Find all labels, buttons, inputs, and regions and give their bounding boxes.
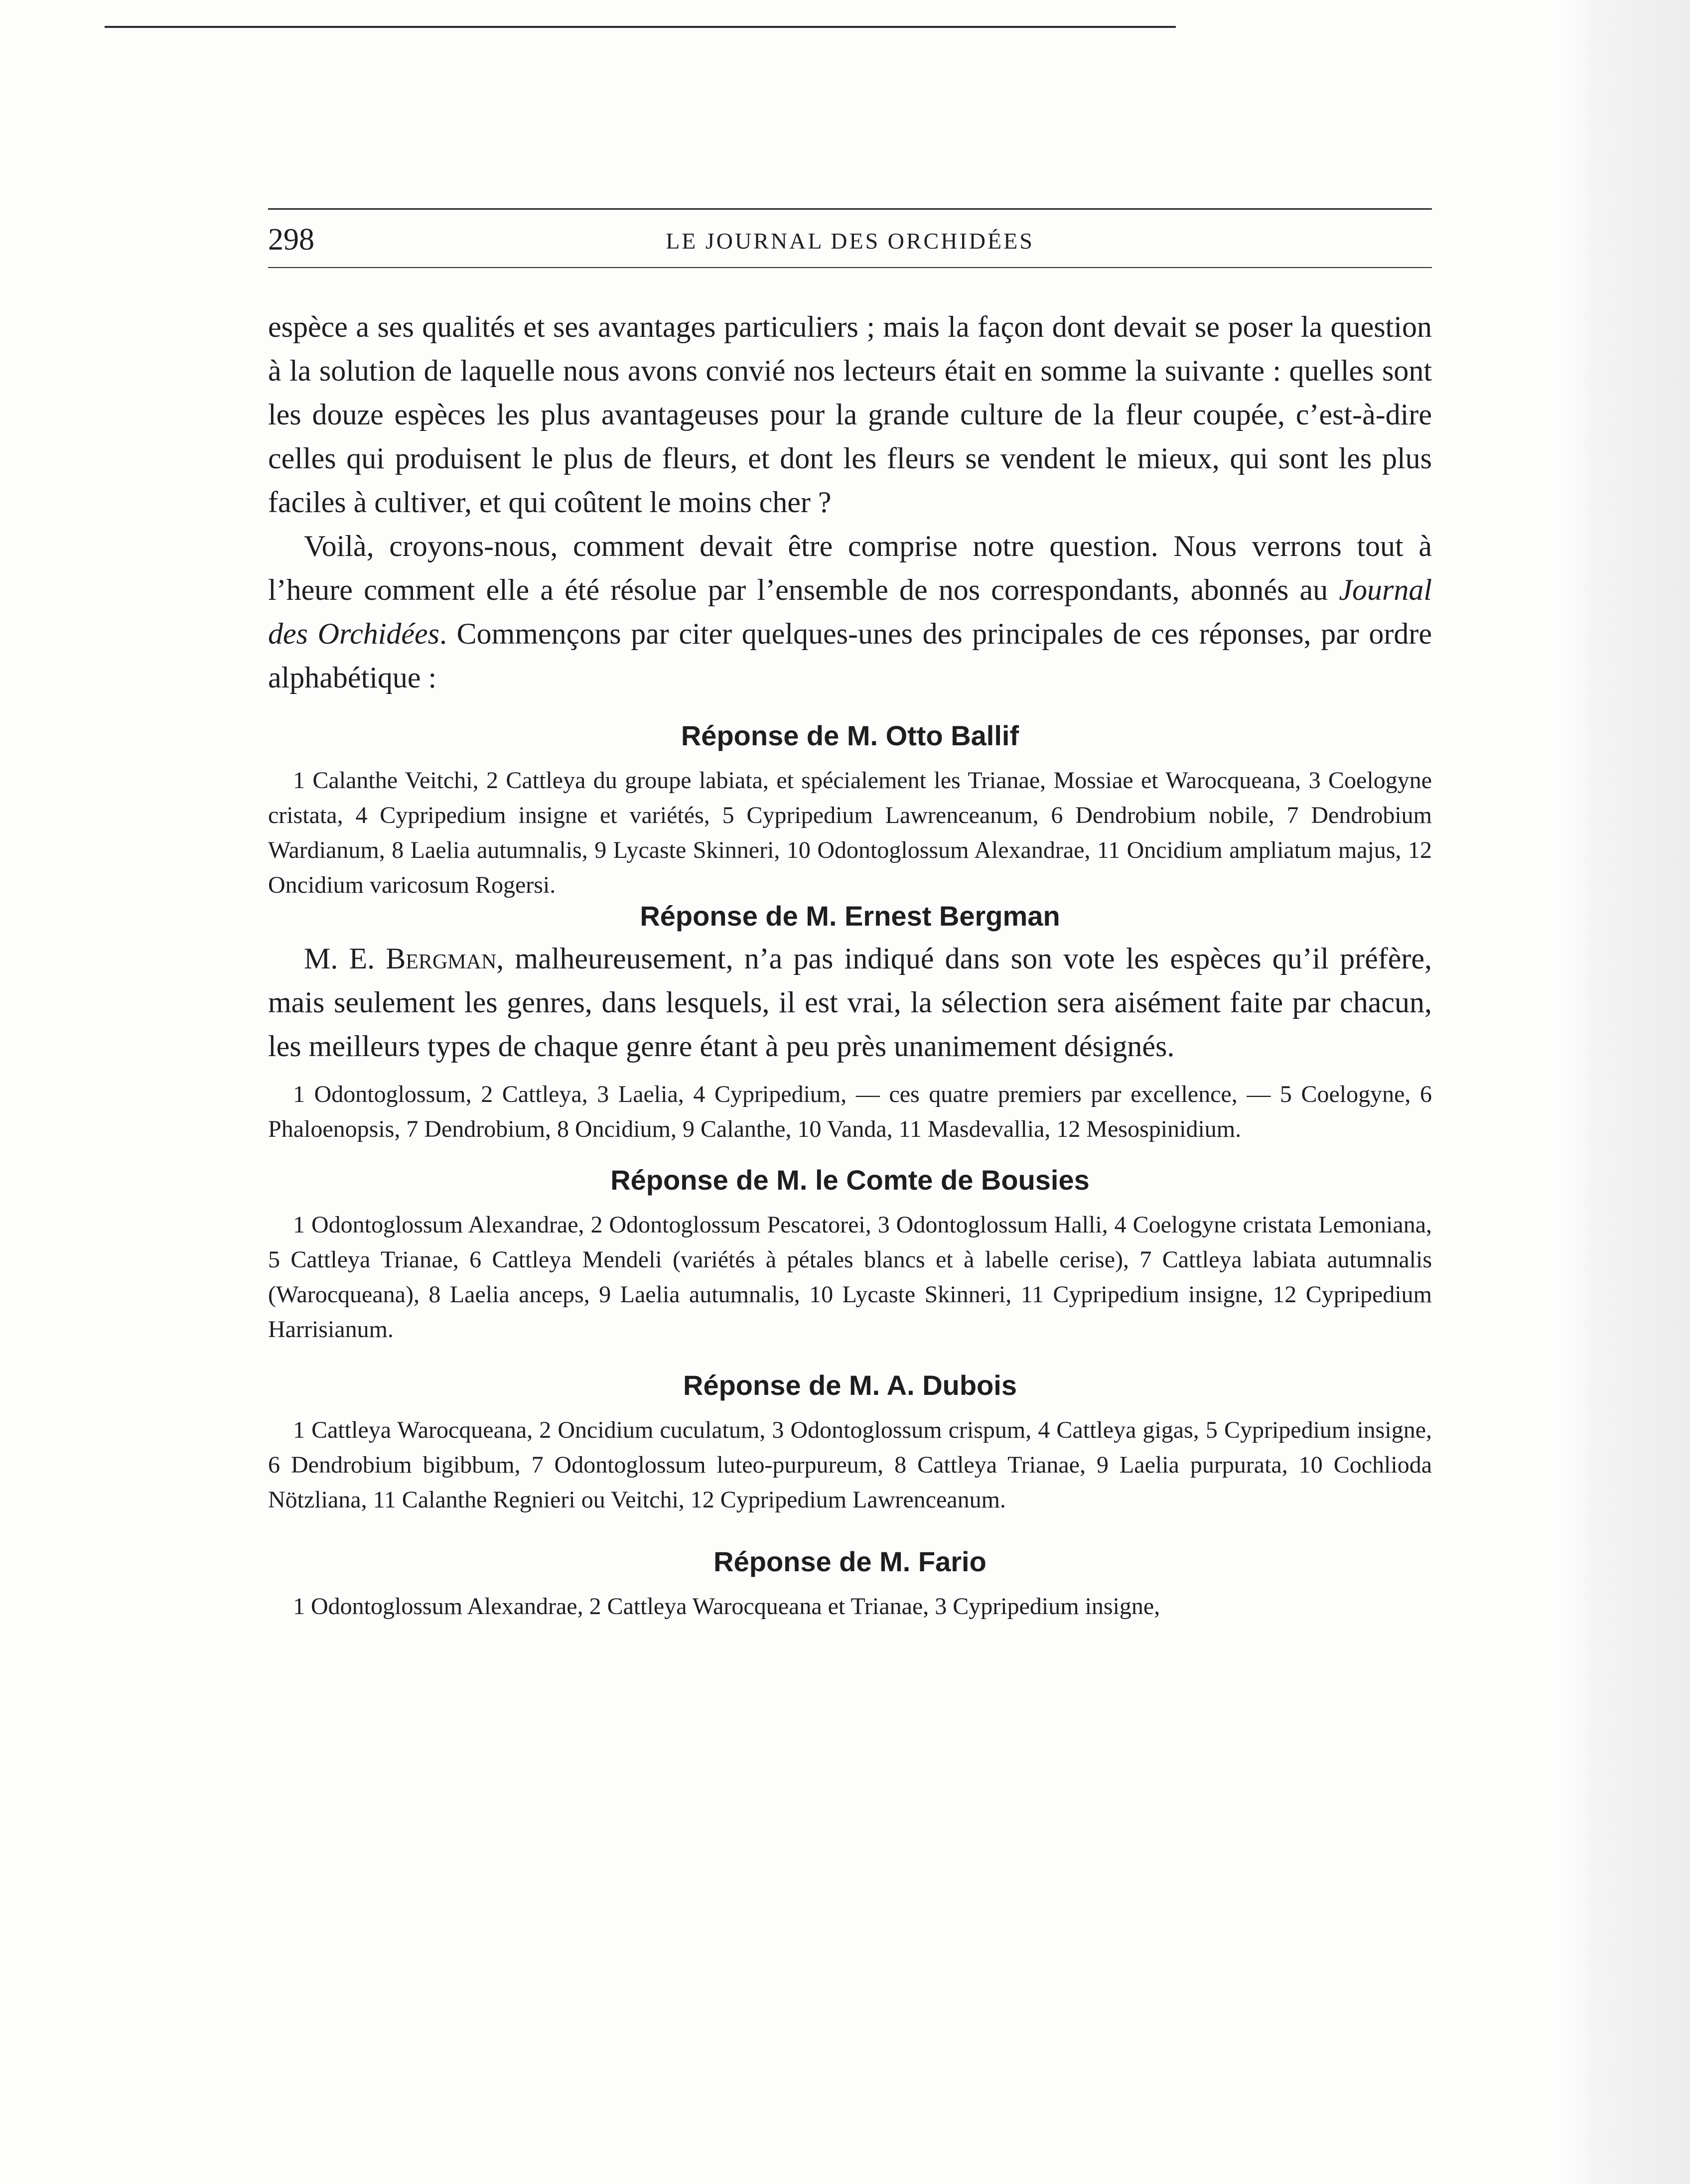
header-rule-top bbox=[268, 208, 1432, 210]
bergman-intro-paragraph bbox=[268, 937, 1432, 1068]
article-text bbox=[268, 305, 1432, 1624]
response-list-dubois: 1 Cattleya Warocqueana, 2 Oncidium cuculatum, 3 Odontoglossum crispum, 4 Cattleya gigas, 5 Cypripedium insigne, 6 Dendrobium bigibbum, 7 Odontoglossum luteo-purpureum, 8 Cattleya Trianae, 9 Laelia purpurata, 10 Cochlioda Nötzliana, 11 Calanthe Regnieri ou Veitchi, 12 Cypripedium Lawrenceanum. bbox=[268, 1417, 1432, 1513]
response-list-ballif: 1 Calanthe Veitchi, 2 Cattleya du groupe labiata, et spécialement les Trianae, Mossiae et Warocqueana, 3 Coelogyne cristata, 4 Cypripedium insigne et variétés, 5 Cypripedium Lawrenceanum, 6 Dendrobium nobile, 7 Dendrobium Wardianum, 8 Laelia autumnalis, 9 Lycaste Skinneri, 10 Odontoglossum Alexandrae, 11 Oncidium ampliatum majus, 12 Oncidium varicosum Rogersi. bbox=[268, 767, 1432, 898]
response-list-bousies: 1 Odontoglossum Alexandrae, 2 Odontoglossum Pescatorei, 3 Odontoglossum Halli, 4 Coelogyne cristata Lemoniana, 5 Cattleya Trianae, 6 Cattleya Mendeli (variétés à pétales blancs et à labelle cerise), 7 Cattleya labiata autumnalis (Warocqueana), 8 Laelia anceps, 9 Laelia autumnalis, 10 Lycaste Skinneri, 11 Cypripedium insigne, 12 Cypripedium Harrisianum. bbox=[268, 1212, 1432, 1343]
bergman-prefix: M. E. bbox=[304, 942, 386, 975]
intro-p2-end: . Commençons par citer quelques-unes des principales de ces réponses, par ordre alphabétique : bbox=[268, 617, 1432, 694]
bergman-name: Bergman bbox=[386, 942, 497, 975]
response-list-fario: 1 Odontoglossum Alexandrae, 2 Cattleya Warocqueana et Trianae, 3 Cypripedium insigne, bbox=[293, 1593, 1160, 1620]
intro-paragraph-2 bbox=[268, 524, 1432, 699]
response-heading-dubois: Réponse de M. A. Dubois bbox=[683, 1369, 1017, 1401]
response-heading-bergman: Réponse de M. Ernest Bergman bbox=[640, 900, 1060, 932]
response-heading-fario: Réponse de M. Fario bbox=[713, 1546, 986, 1577]
header-rule-bottom bbox=[268, 267, 1432, 268]
intro-p2-start: Voilà, croyons-nous, comment devait être comprise notre question. Nous verrons tout à l’heure comment elle a été résolue par l’ensemble de nos correspondants, abonnés au bbox=[268, 530, 1432, 606]
intro-paragraph-1: espèce a ses qualités et ses avantages particuliers ; mais la façon dont devait se poser la question à la solution de laquelle nous avons convié nos lecteurs était en somme la suivante : quelles sont les douze espèces les plus avantageuses pour la grande culture de la fleur coupée, c’est-à-dire celles qui produisent le plus de fleurs, et dont les fleurs se vendent le mieux, qui sont les plus faciles à cultiver, et qui coûtent le moins cher ? bbox=[268, 310, 1432, 519]
page-number: 298 bbox=[268, 223, 314, 257]
running-head bbox=[268, 208, 1432, 268]
journal-name: Journal des Orchidées bbox=[268, 573, 1432, 650]
journal-title: LE JOURNAL DES ORCHIDÉES bbox=[666, 228, 1034, 254]
response-list-bergman: 1 Odontoglossum, 2 Cattleya, 3 Laelia, 4 Cypripedium, — ces quatre premiers par excellence, — 5 Coelogyne, 6 Phaloenopsis, 7 Dendrobium, 8 Oncidium, 9 Calanthe, 10 Vanda, 11 Masdevallia, 12 Mesospinidium. bbox=[268, 1081, 1432, 1142]
response-heading-ballif: Réponse de M. Otto Ballif bbox=[681, 720, 1019, 751]
scan-edge-shadow bbox=[1554, 0, 1690, 2184]
bergman-rest: , malheureusement, n’a pas indiqué dans son vote les espèces qu’il préfère, mais seulement les genres, dans lesquels, il est vrai, la sélection sera aisément faite par chacun, les meilleurs types de chaque genre étant à peu près unanimement désignés. bbox=[268, 942, 1432, 1063]
scan-top-rule bbox=[105, 26, 1176, 28]
response-heading-bousies: Réponse de M. le Comte de Bousies bbox=[610, 1164, 1090, 1196]
